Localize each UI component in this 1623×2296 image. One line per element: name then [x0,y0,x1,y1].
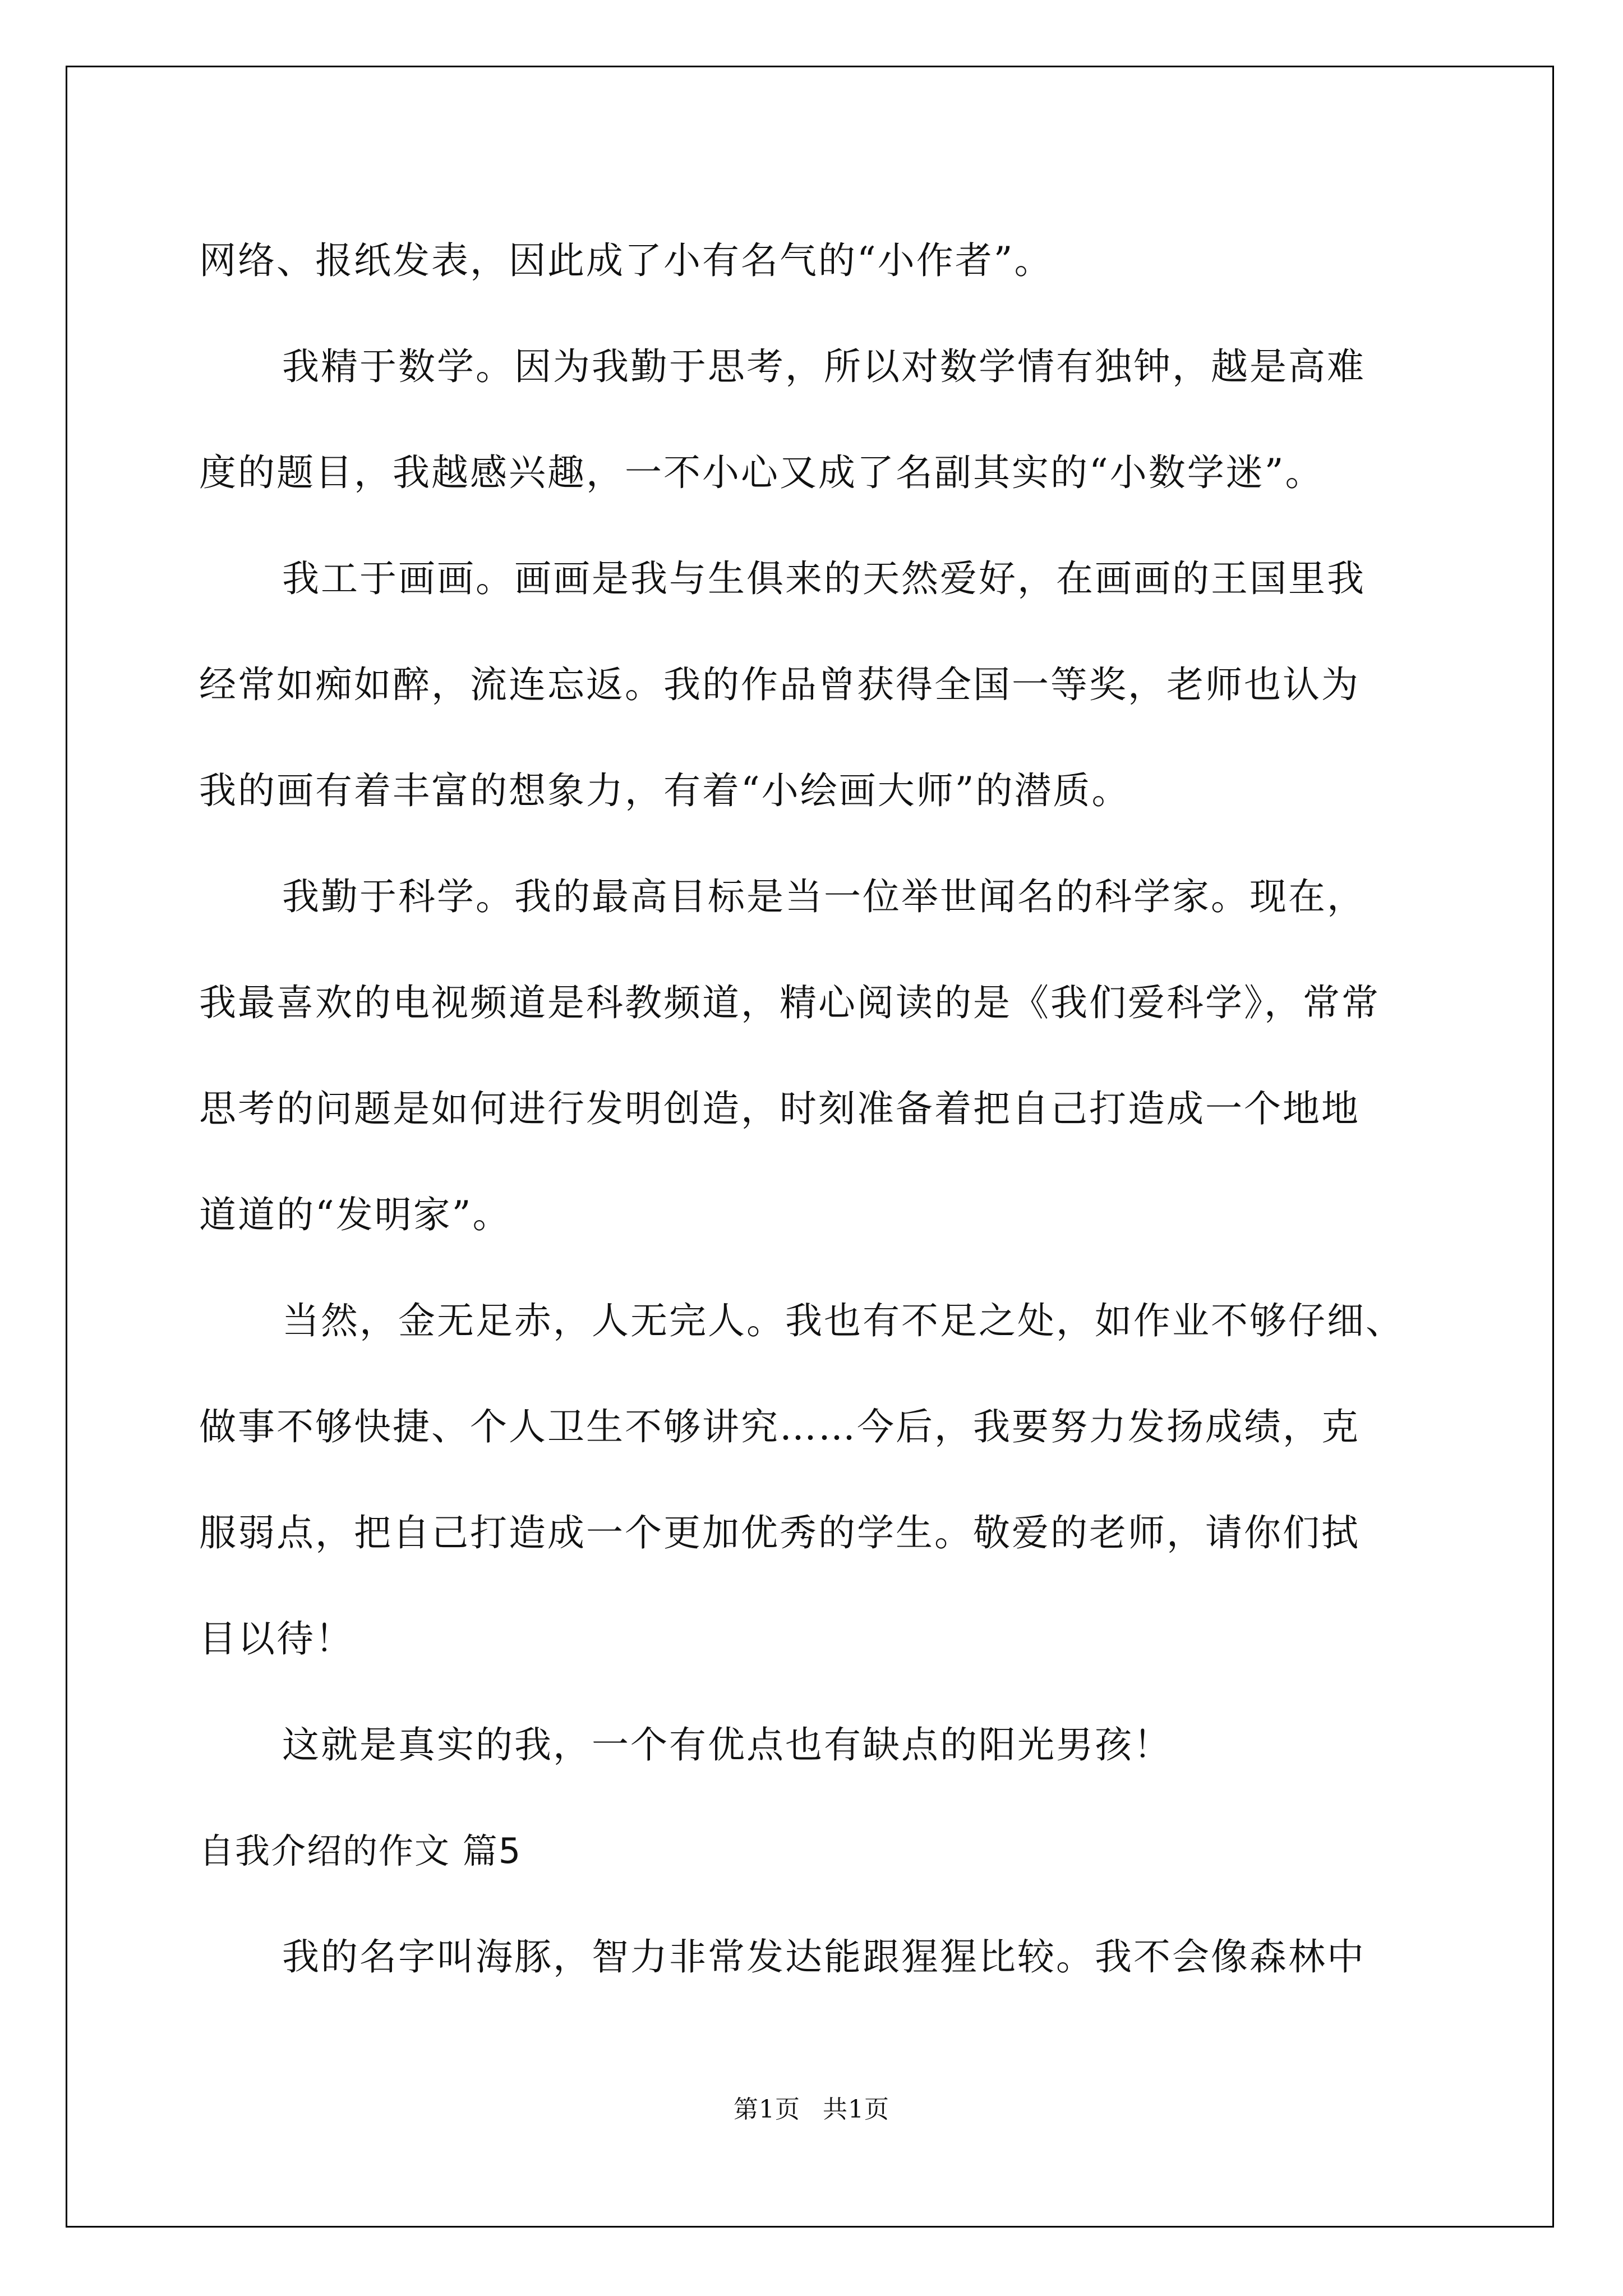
section-heading: 自我介绍的作文 篇5 [199,1830,522,1871]
text-line: 经常如痴如醉，流连忘返。我的作品曾获得全国一等奖，老师也认为 [199,663,1360,706]
text-line: 我精于数学。因为我勤于思考，所以对数学情有独钟，越是高难 [282,345,1366,388]
document-body [199,208,1478,2010]
page-total: 共1页 [823,2095,889,2124]
text-line: 我的画有着丰富的想象力，有着“小绘画大师”的潜质。 [199,769,1131,812]
text-line: 目以待！ [199,1617,354,1660]
text-line: 服弱点，把自己打造成一个更加优秀的学生。敬爱的老师，请你们拭 [199,1511,1360,1554]
text-line: 思考的问题是如何进行发明创造，时刻准备着把自己打造成一个地地 [199,1087,1360,1130]
text-line: 做事不够快捷、个人卫生不够讲究……今后，我要努力发扬成绩，克 [199,1405,1360,1448]
page-number: 第1页 [734,2095,800,2124]
page-footer [0,2089,1623,2125]
text-line: 我最喜欢的电视频道是科教频道，精心阅读的是《我们爱科学》，常常 [199,981,1380,1024]
text-line: 我勤于科学。我的最高目标是当一位举世闻名的科学家。现在， [282,875,1366,918]
text-line: 当然，金无足赤，人无完人。我也有不足之处，如作业不够仔细、 [282,1299,1404,1342]
text-line: 我的名字叫海豚，智力非常发达能跟猩猩比较。我不会像森林中 [282,1935,1366,1978]
text-line: 网络、报纸发表，因此成了小有名气的“小作者”。 [199,239,1053,282]
text-line: 度的题目，我越感兴趣，一不小心又成了名副其实的“小数学迷”。 [199,451,1324,494]
text-line: 道道的“发明家”。 [199,1193,511,1236]
text-line: 我工于画画。画画是我与生俱来的天然爱好，在画画的王国里我 [282,557,1366,600]
text-line: 这就是真实的我，一个有优点也有缺点的阳光男孩！ [282,1723,1172,1766]
